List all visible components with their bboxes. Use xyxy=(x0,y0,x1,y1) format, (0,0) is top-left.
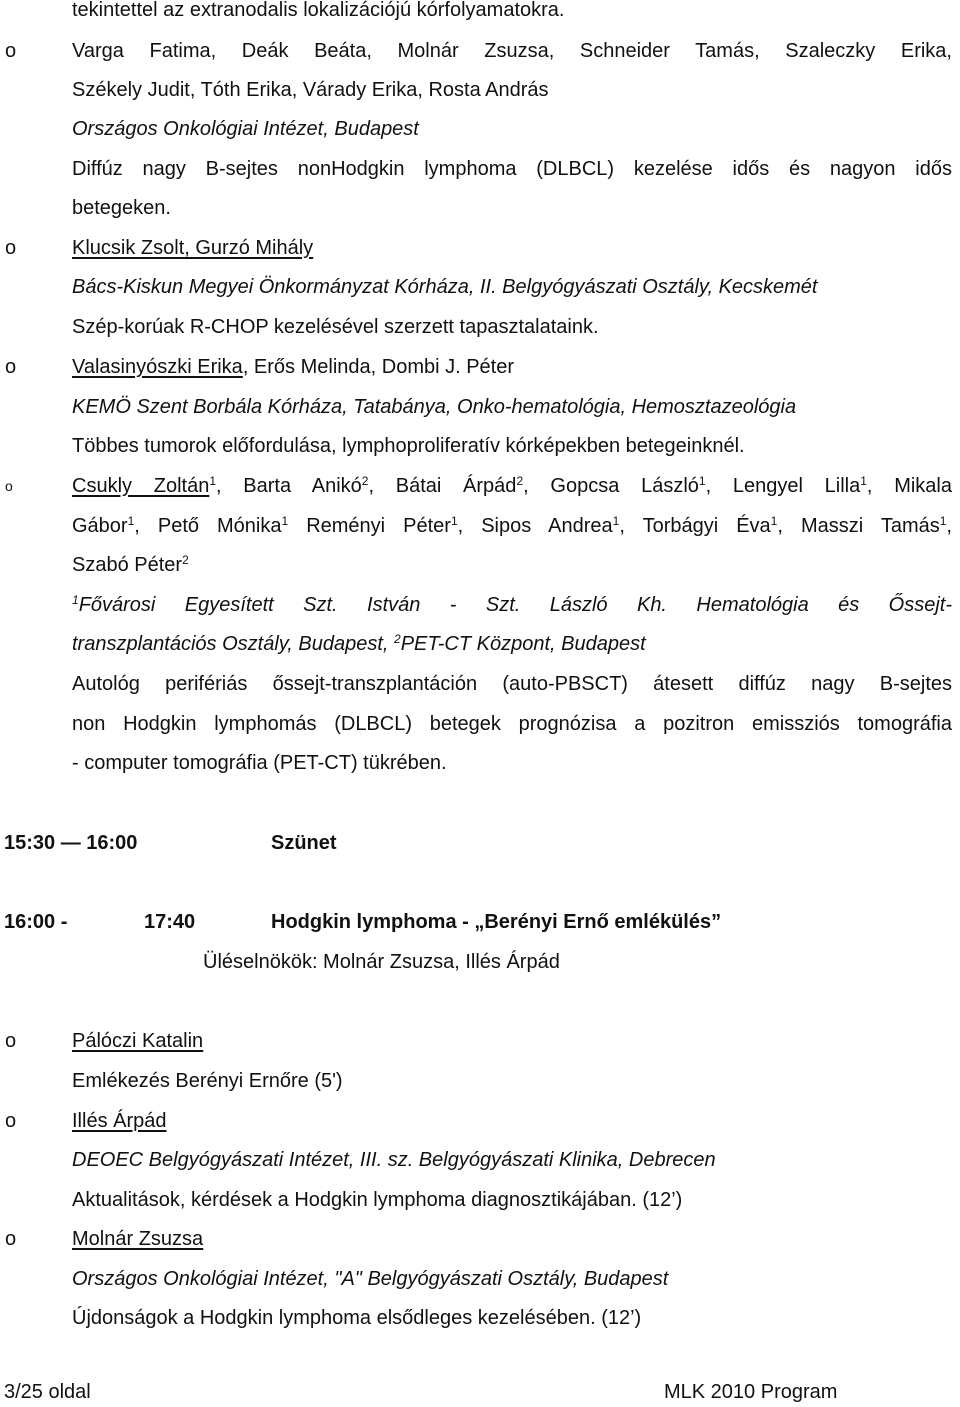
author: , Bátai Árpád xyxy=(368,475,517,497)
abstract-title: Diffúz nagy B-sejtes nonHodgkin lymphoma (DLBCL) kezelése idős és nagyon idős xyxy=(72,158,952,180)
authors-line: Varga Fatima, Deák Beáta, Molnár Zsuzsa, Schneider Tamás, Szaleczky Erika, xyxy=(72,40,952,62)
affiliation-sup: 1 xyxy=(860,474,867,488)
affiliation-sup: 2 xyxy=(182,553,189,567)
document-name: MLK 2010 Program xyxy=(664,1381,838,1403)
author: , Torbágyi Éva xyxy=(619,515,771,537)
institution-text: PET-CT Központ, Budapest xyxy=(400,633,646,655)
author: , Pető Mónika xyxy=(134,515,282,537)
abstract-title: Autológ perifériás őssejt-transzplantáción (auto-PBSCT) átesett diffúz nagy B-sejtes xyxy=(72,673,952,695)
abstract-title: Többes tumorok előfordulása, lymphoproliferatív kórképekben betegeinknél. xyxy=(72,435,745,457)
speaker-name: Molnár Zsuzsa xyxy=(72,1228,204,1250)
authors-line xyxy=(72,353,952,381)
affiliation-sup: 2 xyxy=(394,632,401,646)
institution xyxy=(72,630,952,658)
affiliation-sup: 1 xyxy=(939,514,947,528)
author: , xyxy=(946,515,952,537)
bullet-marker: o xyxy=(5,1228,17,1250)
speaker-name: Illés Árpád xyxy=(72,1110,167,1132)
affiliation-sup: 1 xyxy=(770,514,778,528)
session-chairs: Üléselnökök: Molnár Zsuzsa, Illés Árpád xyxy=(203,951,560,973)
session-start: 16:00 - xyxy=(4,911,68,933)
affiliation-sup: 1 xyxy=(281,514,289,528)
session-end: 17:40 xyxy=(144,911,196,933)
bullet-marker: o xyxy=(5,1110,17,1132)
authors-line xyxy=(72,551,952,579)
affiliation-sup: 1 xyxy=(209,474,217,488)
speaker-line xyxy=(72,1107,952,1135)
bullet-marker: o xyxy=(5,237,17,259)
institution: Bács-Kiskun Megyei Önkormányzat Kórháza, II. Belgyógyászati Osztály, Kecskemét xyxy=(72,276,818,298)
author: , Barta Anikó xyxy=(216,475,362,497)
bullet-marker: o xyxy=(5,40,17,62)
speaker-line xyxy=(72,1225,952,1253)
affiliation-sup: 1 xyxy=(127,514,135,528)
talk-title: Aktualitások, kérdések a Hodgkin lymphoma diagnosztikájában. (12’) xyxy=(72,1189,683,1211)
author: , Gopcsa László xyxy=(523,475,699,497)
institution-text: Fővárosi Egyesített Szt. István - Szt. László Kh. Hematológia és Őssejt- xyxy=(78,594,952,616)
author: , Sipos Andrea xyxy=(457,515,613,537)
authors-line xyxy=(72,234,952,262)
presenter-name: Valasinyószki Erika xyxy=(72,356,243,378)
author: Gábor xyxy=(72,515,128,537)
institution: KEMÖ Szent Borbála Kórháza, Tatabánya, Onko-hematológia, Hemosztazeológia xyxy=(72,396,797,418)
bullet-marker: o xyxy=(5,478,13,494)
authors-line xyxy=(72,472,952,500)
author: , Lengyel Lilla xyxy=(705,475,861,497)
abstract-title: non Hodgkin lymphomás (DLBCL) betegek prognózisa a pozitron emissziós tomográfia xyxy=(72,713,952,735)
affiliation-sup: 2 xyxy=(516,474,524,488)
institution-text: transzplantációs Osztály, Budapest, xyxy=(72,633,395,655)
authors-line: Székely Judit, Tóth Erika, Várady Erika, Rosta András xyxy=(72,79,549,101)
author: Szabó Péter xyxy=(72,554,183,576)
affiliation-sup: 1 xyxy=(698,474,706,488)
institution xyxy=(72,591,952,619)
abstract-title: - computer tomográfia (PET-CT) tükrében. xyxy=(72,752,447,774)
speaker-name: Pálóczi Katalin xyxy=(72,1030,204,1052)
abstract-title: betegeken. xyxy=(72,197,171,219)
affiliation-sup: 1 xyxy=(612,514,620,528)
institution: Országos Onkológiai Intézet, "A" Belgyógyászati Osztály, Budapest xyxy=(72,1268,669,1290)
break-time: 15:30 — 16:00 xyxy=(4,832,138,854)
author: , Mikala xyxy=(866,475,953,497)
bullet-marker: o xyxy=(5,1030,17,1052)
coauthors: , Erős Melinda, Dombi J. Péter xyxy=(242,356,515,378)
authors: Klucsik Zsolt, Gurzó Mihály xyxy=(72,237,314,259)
institution: Országos Onkológiai Intézet, Budapest xyxy=(72,118,419,140)
presenter-name: Csukly Zoltán xyxy=(72,475,210,497)
institution: DEOEC Belgyógyászati Intézet, III. sz. Belgyógyászati Klinika, Debrecen xyxy=(72,1149,716,1171)
talk-title: Újdonságok a Hodgkin lymphoma elsődleges kezelésében. (12’) xyxy=(72,1307,642,1329)
author: Reményi Péter xyxy=(288,515,451,537)
affiliation-sup: 2 xyxy=(361,474,369,488)
author: , Masszi Tamás xyxy=(777,515,940,537)
session-title: Hodgkin lymphoma - „Berényi Ernő emlékülés” xyxy=(271,911,722,933)
affiliation-sup: 1 xyxy=(72,593,79,607)
abstract-title: Szép-korúak R-CHOP kezelésével szerzett tapasztalataink. xyxy=(72,316,599,338)
talk-title: Emlékezés Berényi Ernőre (5') xyxy=(72,1070,343,1092)
page-number: 3/25 oldal xyxy=(4,1381,91,1403)
break-label: Szünet xyxy=(271,832,337,854)
abstract-tail: tekintettel az extranodalis lokalizációjú kórfolyamatokra. xyxy=(72,0,565,21)
speaker-line xyxy=(72,1027,952,1055)
bullet-marker: o xyxy=(5,356,17,378)
affiliation-sup: 1 xyxy=(450,514,458,528)
authors-line xyxy=(72,512,952,540)
